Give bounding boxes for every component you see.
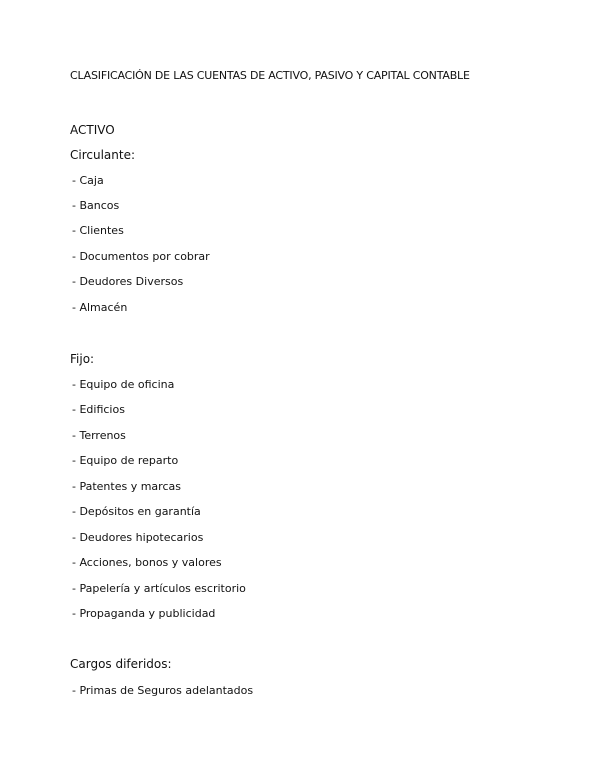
subheading-cargos-diferidos: Cargos diferidos: [70,657,172,671]
list-item: - Depósitos en garantía [72,505,201,518]
list-item: - Acciones, bonos y valores [72,556,222,569]
list-item: - Papelería y artículos escritorio [72,582,246,595]
list-item: - Propaganda y publicidad [72,607,216,620]
list-item: - Caja [72,174,104,187]
subheading-circulante: Circulante: [70,148,136,162]
list-item: - Equipo de oficina [72,378,175,391]
list-item: - Deudores Diversos [72,275,184,288]
list-item: - Primas de Seguros adelantados [72,684,254,697]
list-item: - Clientes [72,224,124,237]
list-item: - Terrenos [72,429,126,442]
list-item: - Patentes y marcas [72,480,181,493]
list-item: - Deudores hipotecarios [72,531,204,544]
document-title: CLASIFICACIÓN DE LAS CUENTAS DE ACTIVO, PASIVO Y CAPITAL CONTABLE [70,69,470,82]
list-item: - Almacén [72,301,128,314]
section-heading-activo: ACTIVO [70,123,115,137]
list-item: - Equipo de reparto [72,454,179,467]
list-item: - Bancos [72,199,120,212]
list-item: - Edificios [72,403,125,416]
list-item: - Documentos por cobrar [72,250,210,263]
subheading-fijo: Fijo: [70,352,95,366]
